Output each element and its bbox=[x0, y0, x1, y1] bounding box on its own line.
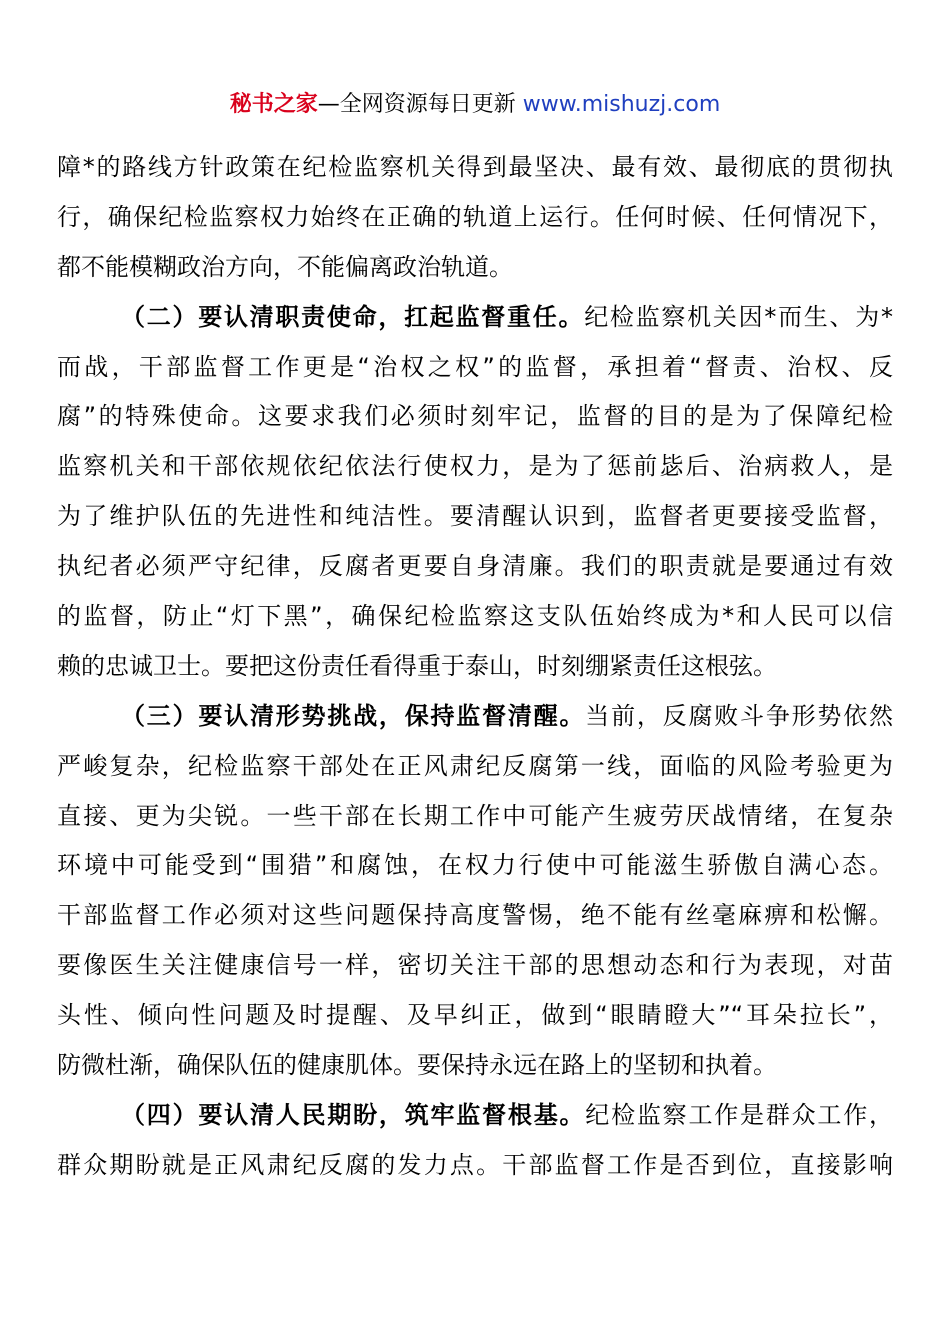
text-line: 都不能模糊政治方向，不能偏离政治轨道。 bbox=[57, 252, 513, 281]
paragraph-first-line bbox=[57, 1091, 893, 1141]
site-url-link[interactable]: www.mishuzj.com bbox=[522, 92, 721, 117]
section-heading: （二）要认清职责使命，扛起监督重任。 bbox=[121, 302, 585, 331]
text-line: 腐”的特殊使命。这要求我们必须时刻牢记，监督的目的是为了保障纪检 bbox=[57, 402, 893, 431]
text-line: 的监督，防止“灯下黑”，确保纪检监察这支队伍始终成为*和人民可以信 bbox=[57, 602, 893, 631]
text-line: 监察机关和干部依规依纪依法行使权力，是为了惩前毖后、治病救人，是 bbox=[57, 452, 893, 481]
text-line: 为了维护队伍的先进性和纯洁性。要清醒认识到，监督者更要接受监督， bbox=[57, 502, 893, 531]
text-line: 严峻复杂，纪检监察干部处在正风肃纪反腐第一线，面临的风险考验更为 bbox=[57, 751, 893, 780]
paragraph-text: 纪检监察工作是群众工作， bbox=[585, 1100, 894, 1129]
paragraph-text: 纪检监察机关因*而生、为* bbox=[584, 302, 894, 331]
body-text bbox=[57, 143, 893, 1191]
paragraph-text: 当前，反腐败斗争形势依然 bbox=[585, 701, 894, 730]
text-line: 防微杜渐，确保队伍的健康肌体。要保持永远在路上的坚韧和执着。 bbox=[57, 1051, 777, 1080]
paragraph-first-line bbox=[57, 293, 893, 343]
section-heading: （四）要认清人民期盼，筑牢监督根基。 bbox=[121, 1100, 586, 1129]
brand-name: 秘书之家 bbox=[229, 92, 318, 117]
text-line: 执纪者必须严守纪律，反腐者更要自身清廉。我们的职责就是要通过有效 bbox=[57, 552, 893, 581]
text-line: 行，确保纪检监察权力始终在正确的轨道上运行。任何时候、任何情况下， bbox=[57, 202, 893, 231]
text-line: 群众期盼就是正风肃纪反腐的发力点。干部监督工作是否到位，直接影响 bbox=[57, 1150, 893, 1179]
header-tagline: —全网资源每日更新 bbox=[317, 92, 523, 117]
text-line: 要像医生关注健康信号一样，密切关注干部的思想动态和行为表现，对苗 bbox=[57, 951, 893, 980]
paragraph-first-line bbox=[57, 692, 893, 742]
text-line: 干部监督工作必须对这些问题保持高度警惕，绝不能有丝毫麻痹和松懈。 bbox=[57, 901, 893, 930]
page-header bbox=[0, 88, 950, 122]
text-line: 头性、倾向性问题及时提醒、及早纠正，做到“眼睛瞪大”“耳朵拉长”， bbox=[57, 1001, 893, 1030]
text-line: 直接、更为尖锐。一些干部在长期工作中可能产生疲劳厌战情绪，在复杂 bbox=[57, 801, 893, 830]
text-line: 而战，干部监督工作更是“治权之权”的监督，承担着“督责、治权、反 bbox=[57, 352, 893, 381]
text-line: 障*的路线方针政策在纪检监察机关得到最坚决、最有效、最彻底的贯彻执 bbox=[57, 153, 893, 181]
text-line: 赖的忠诚卫士。要把这份责任看得重于泰山，时刻绷紧责任这根弦。 bbox=[57, 651, 777, 680]
section-heading: （三）要认清形势挑战，保持监督清醒。 bbox=[121, 701, 586, 730]
text-line: 环境中可能受到“围猎”和腐蚀，在权力行使中可能滋生骄傲自满心态。 bbox=[57, 851, 893, 880]
